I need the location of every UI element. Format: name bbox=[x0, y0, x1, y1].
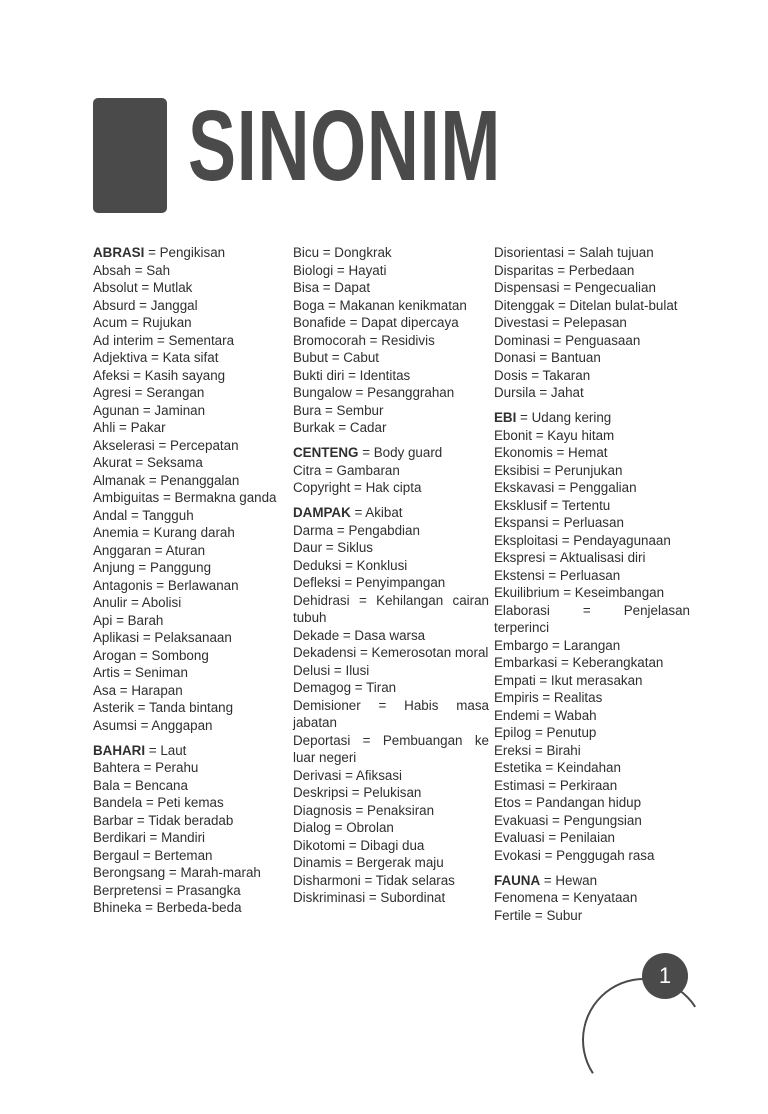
synonym-text: Bura = Sembur bbox=[293, 402, 384, 418]
synonym-text: Demisioner = Habis masa jabatan bbox=[293, 697, 489, 730]
synonym-text: Dispensasi = Pengecualian bbox=[494, 280, 656, 295]
synonym-text: Arogan = Sombong bbox=[93, 647, 209, 663]
synonym-text: Eksploitasi = Pendayagunaan bbox=[494, 532, 671, 548]
synonym-entry bbox=[293, 732, 489, 767]
synonym-entry bbox=[93, 314, 289, 332]
synonym-entry bbox=[293, 349, 489, 367]
synonym-text: = Laut bbox=[145, 742, 187, 758]
synonym-text: Agresi = Serangan bbox=[93, 385, 205, 400]
synonym-text: Ekspansi = Perluasan bbox=[494, 515, 624, 530]
synonym-entry bbox=[93, 882, 289, 900]
synonym-entry bbox=[293, 679, 489, 697]
synonym-column-3 bbox=[494, 244, 690, 924]
synonym-text: Bubut = Cabut bbox=[293, 350, 379, 365]
synonym-entry bbox=[494, 654, 690, 672]
synonym-text: Bisa = Dapat bbox=[293, 280, 371, 295]
synonym-entry bbox=[494, 602, 690, 637]
synonym-entry bbox=[494, 297, 690, 315]
synonym-text: Andal = Tangguh bbox=[93, 507, 194, 523]
synonym-entry bbox=[293, 889, 489, 907]
synonym-entry bbox=[93, 664, 289, 682]
synonym-text: Dehidrasi = Kehilangan cairan tubuh bbox=[293, 592, 489, 625]
synonym-text: Dekade = Dasa warsa bbox=[293, 627, 426, 643]
synonym-entry bbox=[93, 297, 289, 315]
group-headword: DAMPAK bbox=[293, 505, 351, 520]
synonym-text: Embarkasi = Keberangkatan bbox=[494, 655, 664, 670]
synonym-entry bbox=[93, 349, 289, 367]
synonym-text: Etos = Pandangan hidup bbox=[494, 795, 642, 810]
synonym-text: Eksklusif = Tertentu bbox=[494, 497, 611, 513]
synonym-entry bbox=[293, 837, 489, 855]
synonym-entry bbox=[494, 549, 690, 567]
synonym-entry bbox=[93, 899, 289, 917]
synonym-entry bbox=[293, 819, 489, 837]
synonym-text: Fertile = Subur bbox=[494, 907, 583, 923]
synonym-text: Almanak = Penanggalan bbox=[93, 472, 240, 488]
group-headword: CENTENG bbox=[293, 445, 359, 460]
synonym-entry bbox=[494, 907, 690, 925]
synonym-text: Diagnosis = Penaksiran bbox=[293, 802, 435, 818]
synonym-entry bbox=[293, 767, 489, 785]
synonym-text: Berpretensi = Prasangka bbox=[93, 882, 241, 898]
synonym-text: Agunan = Jaminan bbox=[93, 402, 206, 418]
synonym-text: Bhineka = Berbeda-beda bbox=[93, 900, 242, 915]
synonym-entry bbox=[293, 592, 489, 627]
synonym-text: Dosis = Takaran bbox=[494, 367, 591, 383]
synonym-entry bbox=[293, 444, 489, 462]
synonym-entry bbox=[93, 402, 289, 420]
synonym-text: Absurd = Janggal bbox=[93, 297, 198, 313]
synonym-group bbox=[494, 872, 690, 925]
synonym-entry bbox=[93, 244, 289, 262]
group-headword: ABRASI bbox=[93, 245, 145, 260]
synonym-group bbox=[494, 409, 690, 864]
synonym-entry bbox=[494, 427, 690, 445]
synonym-text: Dekadensi = Kemerosotan moral bbox=[293, 645, 489, 660]
synonym-entry bbox=[93, 847, 289, 865]
synonym-text: Bahtera = Perahu bbox=[93, 760, 199, 775]
synonym-entry bbox=[93, 864, 289, 882]
synonym-text: Barbar = Tidak beradab bbox=[93, 812, 234, 828]
synonym-text: Donasi = Bantuan bbox=[494, 350, 601, 365]
synonym-entry bbox=[293, 802, 489, 820]
synonym-entry bbox=[494, 742, 690, 760]
synonym-text: Artis = Seniman bbox=[93, 665, 188, 680]
synonym-text: Disharmoni = Tidak selaras bbox=[293, 872, 455, 888]
synonym-entry bbox=[93, 682, 289, 700]
synonym-entry bbox=[494, 707, 690, 725]
synonym-entry bbox=[93, 759, 289, 777]
synonym-text: Ereksi = Birahi bbox=[494, 742, 581, 758]
synonym-entry bbox=[494, 479, 690, 497]
synonym-entry bbox=[93, 332, 289, 350]
synonym-entry bbox=[494, 829, 690, 847]
synonym-entry bbox=[293, 384, 489, 402]
synonym-entry bbox=[494, 584, 690, 602]
synonym-group bbox=[293, 444, 489, 497]
synonym-entry bbox=[293, 402, 489, 420]
synonym-text: Bungalow = Pesanggrahan bbox=[293, 385, 455, 400]
synonym-group bbox=[293, 504, 489, 907]
synonym-text: Estetika = Keindahan bbox=[494, 760, 621, 775]
synonym-entry bbox=[93, 829, 289, 847]
title-block-decoration bbox=[93, 98, 167, 213]
page-number-arc bbox=[570, 966, 717, 1113]
synonym-text: Asa = Harapan bbox=[93, 682, 183, 698]
synonym-text: Dominasi = Penguasaan bbox=[494, 332, 641, 348]
synonym-text: Bonafide = Dapat dipercaya bbox=[293, 315, 459, 330]
synonym-entry bbox=[293, 314, 489, 332]
synonym-text: Api = Barah bbox=[93, 612, 164, 628]
synonym-text: Empiris = Realitas bbox=[494, 690, 603, 705]
synonym-group bbox=[494, 244, 690, 402]
synonym-text: Delusi = Ilusi bbox=[293, 662, 370, 678]
synonym-text: Daur = Siklus bbox=[293, 540, 374, 555]
synonym-entry bbox=[494, 332, 690, 350]
synonym-text: Deskripsi = Pelukisan bbox=[293, 785, 422, 800]
synonym-entry bbox=[494, 514, 690, 532]
synonym-text: Asterik = Tanda bintang bbox=[93, 700, 234, 715]
synonym-text: Acum = Rujukan bbox=[93, 315, 192, 330]
synonym-entry bbox=[93, 419, 289, 437]
synonym-text: Ad interim = Sementara bbox=[93, 332, 235, 348]
synonym-entry bbox=[494, 444, 690, 462]
synonym-text: Defleksi = Penyimpangan bbox=[293, 575, 446, 590]
synonym-text: Ekonomis = Hemat bbox=[494, 445, 608, 460]
synonym-entry bbox=[93, 437, 289, 455]
synonym-text: Deportasi = Pembuangan ke luar negeri bbox=[293, 732, 489, 765]
synonym-entry bbox=[93, 794, 289, 812]
synonym-entry bbox=[93, 367, 289, 385]
synonym-text: Endemi = Wabah bbox=[494, 707, 597, 723]
synonym-text: = Body guard bbox=[358, 445, 443, 460]
synonym-entry bbox=[293, 574, 489, 592]
synonym-text: Ditenggak = Ditelan bulat-bulat bbox=[494, 297, 678, 313]
synonym-text: Bergaul = Berteman bbox=[93, 847, 213, 863]
synonym-entry bbox=[93, 279, 289, 297]
synonym-text: Bandela = Peti kemas bbox=[93, 795, 224, 810]
synonym-text: Diskriminasi = Subordinat bbox=[293, 890, 446, 905]
synonym-text: Copyright = Hak cipta bbox=[293, 480, 422, 495]
synonym-text: Fenomena = Kenyataan bbox=[494, 890, 638, 905]
synonym-text: Bala = Bencana bbox=[93, 777, 188, 793]
synonym-text: Ebonit = Kayu hitam bbox=[494, 427, 615, 443]
synonym-text: Asumsi = Anggapan bbox=[93, 717, 213, 733]
synonym-entry bbox=[293, 644, 489, 662]
synonym-entry bbox=[93, 612, 289, 630]
synonym-entry bbox=[93, 489, 289, 507]
synonym-entry bbox=[494, 724, 690, 742]
synonym-entry bbox=[293, 479, 489, 497]
synonym-text: Evokasi = Penggugah rasa bbox=[494, 847, 655, 863]
synonym-text: Ekspresi = Aktualisasi diri bbox=[494, 550, 646, 565]
synonym-text: Dialog = Obrolan bbox=[293, 820, 394, 835]
synonym-entry bbox=[93, 577, 289, 595]
synonym-text: Eksibisi = Perunjukan bbox=[494, 462, 623, 478]
synonym-entry bbox=[494, 689, 690, 707]
synonym-text: Demagog = Tiran bbox=[293, 680, 397, 695]
synonym-text: Anggaran = Aturan bbox=[93, 542, 206, 558]
synonym-entry bbox=[494, 794, 690, 812]
synonym-text: Absah = Sah bbox=[93, 262, 171, 278]
synonym-text: Dinamis = Bergerak maju bbox=[293, 855, 444, 870]
synonym-entry bbox=[293, 784, 489, 802]
synonym-text: Evaluasi = Penilaian bbox=[494, 830, 615, 845]
synonym-entry bbox=[93, 542, 289, 560]
synonym-group bbox=[93, 742, 289, 917]
synonym-text: Epilog = Penutup bbox=[494, 725, 597, 740]
synonym-entry bbox=[93, 717, 289, 735]
synonym-entry bbox=[93, 507, 289, 525]
synonym-text: Berdikari = Mandiri bbox=[93, 830, 206, 845]
synonym-entry bbox=[494, 777, 690, 795]
synonym-text: Embargo = Larangan bbox=[494, 637, 621, 653]
synonym-text: Burkak = Cadar bbox=[293, 420, 387, 435]
synonym-entry bbox=[293, 854, 489, 872]
synonym-entry bbox=[293, 332, 489, 350]
synonym-entry bbox=[93, 629, 289, 647]
synonym-column-2 bbox=[293, 244, 489, 907]
synonym-text: Boga = Makanan kenikmatan bbox=[293, 297, 467, 313]
page-title: SINONIM bbox=[188, 90, 502, 202]
synonym-text: Dikotomi = Dibagi dua bbox=[293, 837, 425, 853]
synonym-text: Bukti diri = Identitas bbox=[293, 367, 411, 383]
synonym-group bbox=[93, 244, 289, 734]
synonym-entry bbox=[494, 349, 690, 367]
synonym-entry bbox=[494, 567, 690, 585]
synonym-entry bbox=[494, 872, 690, 890]
synonym-entry bbox=[93, 812, 289, 830]
synonym-entry bbox=[494, 759, 690, 777]
synonym-entry bbox=[293, 872, 489, 890]
synonym-entry bbox=[93, 472, 289, 490]
synonym-text: Estimasi = Perkiraan bbox=[494, 777, 618, 793]
synonym-text: Bromocorah = Residivis bbox=[293, 332, 435, 348]
page-number: 1 bbox=[642, 953, 688, 999]
synonym-text: Ekuilibrium = Keseimbangan bbox=[494, 585, 665, 600]
synonym-text: Dursila = Jahat bbox=[494, 385, 584, 400]
synonym-entry bbox=[494, 532, 690, 550]
synonym-text: Berongsang = Marah-marah bbox=[93, 865, 261, 880]
synonym-entry bbox=[293, 662, 489, 680]
synonym-entry bbox=[494, 314, 690, 332]
synonym-text: Akselerasi = Percepatan bbox=[93, 437, 239, 453]
synonym-text: = Pengikisan bbox=[144, 245, 226, 260]
synonym-text: Anjung = Panggung bbox=[93, 560, 212, 575]
synonym-text: = Udang kering bbox=[516, 410, 612, 425]
synonym-entry bbox=[93, 594, 289, 612]
synonym-entry bbox=[93, 454, 289, 472]
synonym-entry bbox=[93, 384, 289, 402]
synonym-entry bbox=[93, 699, 289, 717]
synonym-text: Ambiguitas = Bermakna ganda bbox=[93, 490, 277, 505]
synonym-entry bbox=[293, 419, 489, 437]
synonym-entry bbox=[93, 777, 289, 795]
group-headword: FAUNA bbox=[494, 872, 541, 888]
synonym-text: Ekstensi = Perluasan bbox=[494, 567, 621, 583]
synonym-entry bbox=[93, 524, 289, 542]
synonym-text: Disparitas = Perbedaan bbox=[494, 262, 635, 278]
synonym-entry bbox=[293, 462, 489, 480]
synonym-entry bbox=[293, 504, 489, 522]
synonym-text: Darma = Pengabdian bbox=[293, 522, 420, 538]
synonym-entry bbox=[293, 697, 489, 732]
synonym-entry bbox=[494, 367, 690, 385]
synonym-entry bbox=[494, 279, 690, 297]
synonym-column-1 bbox=[93, 244, 289, 917]
synonym-entry bbox=[494, 889, 690, 907]
synonym-text: Divestasi = Pelepasan bbox=[494, 315, 627, 330]
synonym-text: Empati = Ikut merasakan bbox=[494, 672, 643, 688]
synonym-entry bbox=[293, 367, 489, 385]
synonym-entry bbox=[494, 847, 690, 865]
synonym-entry bbox=[293, 557, 489, 575]
synonym-entry bbox=[93, 647, 289, 665]
synonym-text: Bicu = Dongkrak bbox=[293, 245, 392, 260]
synonym-entry bbox=[494, 462, 690, 480]
synonym-text: Afeksi = Kasih sayang bbox=[93, 367, 226, 383]
synonym-group bbox=[293, 244, 489, 437]
synonym-entry bbox=[494, 812, 690, 830]
synonym-entry bbox=[93, 742, 289, 760]
group-headword: BAHARI bbox=[93, 742, 146, 758]
synonym-entry bbox=[494, 384, 690, 402]
synonym-entry bbox=[293, 522, 489, 540]
synonym-text: Derivasi = Afiksasi bbox=[293, 767, 403, 783]
synonym-text: Absolut = Mutlak bbox=[93, 280, 193, 295]
synonym-text: Ekskavasi = Penggalian bbox=[494, 480, 637, 495]
synonym-entry bbox=[293, 279, 489, 297]
synonym-text: Evakuasi = Pengungsian bbox=[494, 812, 642, 828]
group-headword: EBI bbox=[494, 410, 517, 425]
synonym-entry bbox=[293, 539, 489, 557]
synonym-entry bbox=[494, 262, 690, 280]
synonym-text: Citra = Gambaran bbox=[293, 462, 400, 478]
synonym-text: Antagonis = Berlawanan bbox=[93, 577, 239, 593]
synonym-entry bbox=[494, 244, 690, 262]
synonym-entry bbox=[494, 497, 690, 515]
synonym-text: Akurat = Seksama bbox=[93, 455, 203, 470]
synonym-text: Anemia = Kurang darah bbox=[93, 525, 235, 540]
synonym-entry bbox=[293, 244, 489, 262]
synonym-entry bbox=[93, 262, 289, 280]
synonym-text: Elaborasi = Penjelasan terperinci bbox=[494, 602, 690, 635]
synonym-entry bbox=[293, 262, 489, 280]
synonym-text: = Hewan bbox=[540, 872, 598, 888]
synonym-text: Deduksi = Konklusi bbox=[293, 557, 408, 573]
synonym-entry bbox=[93, 559, 289, 577]
synonym-entry bbox=[494, 637, 690, 655]
synonym-text: Anulir = Abolisi bbox=[93, 595, 182, 610]
synonym-entry bbox=[494, 672, 690, 690]
synonym-text: Ahli = Pakar bbox=[93, 420, 166, 435]
synonym-entry bbox=[293, 297, 489, 315]
synonym-entry bbox=[494, 409, 690, 427]
synonym-text: Disorientasi = Salah tujuan bbox=[494, 245, 654, 260]
synonym-text: Aplikasi = Pelaksanaan bbox=[93, 630, 232, 645]
synonym-text: Adjektiva = Kata sifat bbox=[93, 350, 219, 365]
synonym-text: Biologi = Hayati bbox=[293, 262, 387, 278]
synonym-entry bbox=[293, 627, 489, 645]
synonym-text: = Akibat bbox=[350, 505, 403, 520]
